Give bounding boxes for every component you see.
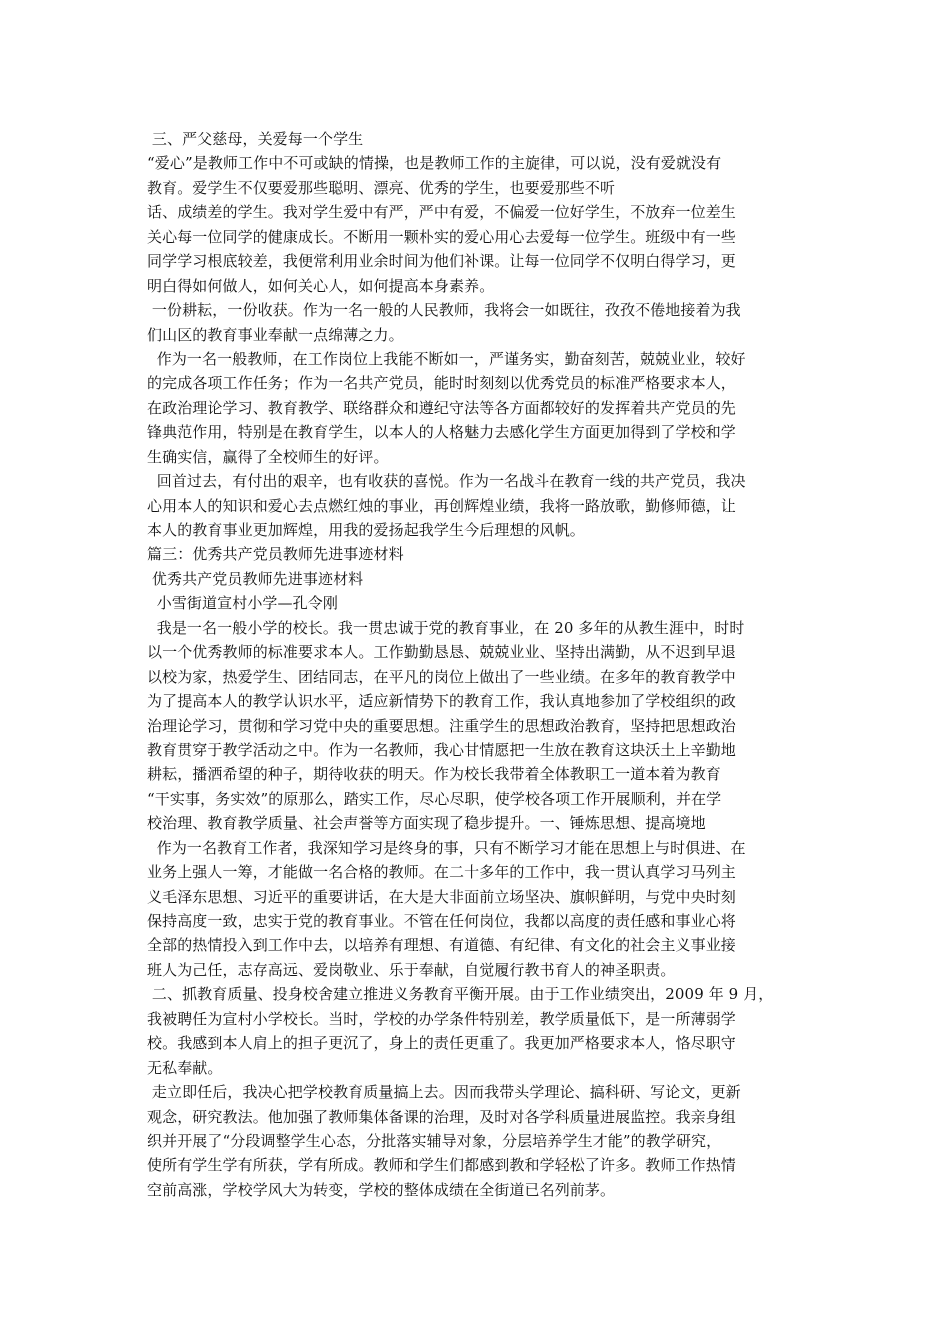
text-line: 教育贯穿于教学活动之中。作为一名教师，我心甘情愿把一生放在教育这块沃土上辛勤地 <box>147 740 736 759</box>
text-line: 们山区的教育事业奉献一点绵薄之力。 <box>147 325 404 344</box>
text-line: 心用本人的知识和爱心去点燃红烛的事业，再创辉煌业绩，我将一路放歌，勤修师德，让 <box>147 496 736 515</box>
text-line: 保持高度一致，忠实于党的教育事业。不管在任何岗位，我都以高度的责任感和事业心将 <box>147 912 736 930</box>
text-line: 同学学习根底较差，我便常利用业余时间为他们补课。让每一位同学不仅明白得学习，更 <box>147 252 736 271</box>
text-line: 教育。爱学生不仅要爱那些聪明、漂亮、优秀的学生，也要爱那些不听 <box>147 178 616 197</box>
text-line: 话、成绩差的学生。我对学生爱中有严，严中有爱，不偏爱一位好学生，不放弃一位差生 <box>147 203 736 222</box>
text-line: 在政治理论学习、教育教学、联络群众和遵纪守法等各方面都较好的发挥着共产党员的先 <box>147 398 736 417</box>
text-line: 义毛泽东思想、习近平的重要讲话，在大是大非面前立场坚决、旗帜鲜明，与党中央时刻 <box>147 887 736 906</box>
text-line: 无私奉献。 <box>147 1058 223 1077</box>
text-line: 我是一名一般小学的校长。我一贯忠诚于党的教育事业，在 20 多年的从教生涯中，时时 <box>147 618 745 637</box>
text-line: 锋典范作用，特别是在教育学生，以本人的人格魅力去感化学生方面更加得到了学校和学 <box>147 423 736 442</box>
text-line: 明白得如何做人，如何关心人，如何提高本身素养。 <box>147 276 495 295</box>
text-line: 三、严父慈母，关爱每一个学生 <box>147 130 364 148</box>
text-line: 本人的教育事业更加辉煌，用我的爱扬起我学生今后理想的风帆。 <box>147 521 585 539</box>
text-line: 以校为家，热爱学生、团结同志，在平凡的岗位上做出了一些业绩。在多年的教育教学中 <box>147 667 736 686</box>
text-line: 校。我感到本人肩上的担子更沉了，身上的责任更重了。我更加严格要求本人，恪尽职守 <box>147 1034 736 1053</box>
text-line: 业务上强人一筹，才能做一名合格的教师。在二十多年的工作中，我一贯认真学习马列主 <box>147 863 736 882</box>
text-line: 一份耕耘，一份收获。作为一名一般的人民教师，我将会一如既往，孜孜不倦地接着为我 <box>147 301 741 320</box>
text-line: 回首过去，有付出的艰辛，也有收获的喜悦。作为一名战斗在教育一线的共产党员，我决 <box>147 472 746 491</box>
text-line: 使所有学生学有所获，学有所成。教师和学生们都感到教和学轻松了许多。教师工作热情 <box>147 1156 736 1175</box>
text-line: 校治理、教育教学质量、社会声誉等方面实现了稳步提升。一、锤炼思想、提高境地 <box>147 814 706 833</box>
text-line: 为了提高本人的教学认识水平，适应新情势下的教育工作，我认真地参加了学校组织的政 <box>147 692 736 711</box>
text-line: 作为一名一般教师，在工作岗位上我能不断如一，严谨务实，勤奋刻苦，兢兢业业，较好 <box>147 349 746 368</box>
text-line: 全部的热情投入到工作中去，以培养有理想、有道德、有纪律、有文化的社会主义事业接 <box>147 936 736 955</box>
text-line: 我被聘任为宣村小学校长。当时，学校的办学条件特别差，教学质量低下，是一所薄弱学 <box>147 1009 736 1028</box>
text-line: 的完成各项工作任务；作为一名共产党员，能时时刻刻以优秀党员的标准严格要求本人， <box>147 374 736 393</box>
text-line: “爱心”是教师工作中不可或缺的情操，也是教师工作的主旋律，可以说，没有爱就没有 <box>147 154 722 173</box>
author-line: 小雪街道宣村小学—孔令刚 <box>147 594 338 613</box>
document-title: 优秀共产党员教师先进事迹材料 <box>147 569 364 588</box>
text-line: 走立即任后，我决心把学校教育质量搞上去。因而我带头学理论、搞科研、写论文，更新 <box>147 1083 741 1102</box>
text-line: 织并开展了“分段调整学生心态，分批落实辅导对象，分层培养学生才能”的教学研究， <box>147 1131 722 1150</box>
text-line: 二、抓教育质量、投身校舍建立推进义务教育平衡开展。由于工作业绩突出，2009 年 9 月， <box>147 985 774 1004</box>
section-heading: 篇三：优秀共产党员教师先进事迹材料 <box>147 545 404 564</box>
text-line: 作为一名教育工作者，我深知学习是终身的事，只有不断学习才能在思想上与时俱进、在 <box>147 838 746 857</box>
text-line: 以一个优秀教师的标准要求本人。工作勤勤恳恳、兢兢业业、坚持出满勤，从不迟到早退 <box>147 643 736 662</box>
text-line: 空前高涨，学校学风大为转变，学校的整体成绩在全街道已名列前茅。 <box>147 1180 616 1199</box>
text-line: “干实事，务实效”的原那么，踏实工作，尽心尽职，使学校各项工作开展顺利，并在学 <box>147 789 722 808</box>
text-line: 班人为己任，志存高远、爱岗敬业、乐于奉献，自觉履行教书育人的神圣职责。 <box>147 960 676 979</box>
text-line: 治理论学习，贯彻和学习党中央的重要思想。注重学生的思想政治教育，坚持把思想政治 <box>147 716 736 735</box>
text-line: 生确实信，赢得了全校师生的好评。 <box>147 447 389 466</box>
text-line: 关心每一位同学的健康成长。不断用一颗朴实的爱心用心去爱每一位学生。班级中有一些 <box>147 227 736 246</box>
text-line: 耕耘，播洒希望的种子，期待收获的明天。作为校长我带着全体教职工一道本着为教育 <box>147 765 721 784</box>
text-line: 观念，研究教法。他加强了教师集体备课的治理，及时对各学科质量进展监控。我亲身组 <box>147 1107 736 1126</box>
document-body <box>147 127 817 1202</box>
